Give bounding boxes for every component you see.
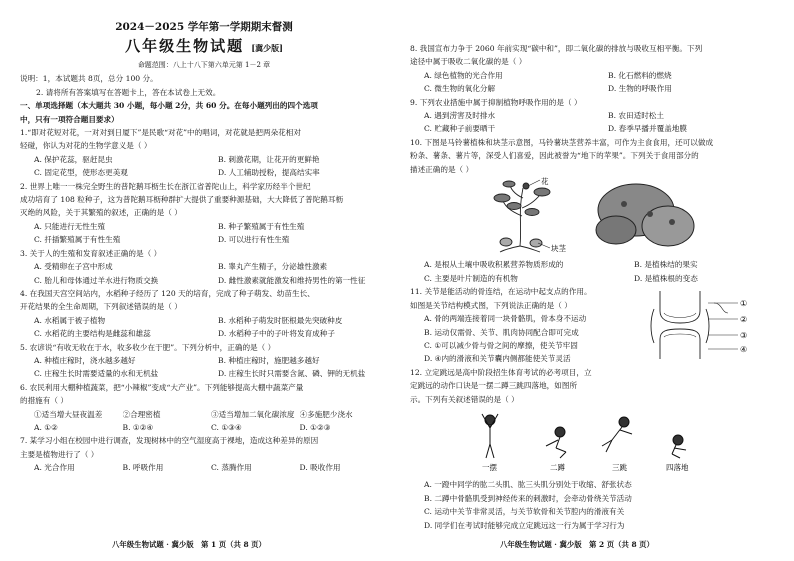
question-1-stem-cont: 轻碰，你认为对花的生物学意义是（ ） [20,141,152,151]
q3-option-b: B. 睾丸产生精子，分泌雄性激素 [218,262,328,272]
stage-label-swing: 一摆 [482,462,497,472]
question-11-stem-cont: 如图是关节结构模式图，下列说法正确的是（ ） [410,300,572,310]
exam-scope: 命题范围：八上十八下第六单元第 1－2 章 [137,61,271,69]
question-9 [410,96,778,136]
q7-option-a: A. 光合作用 [34,463,75,473]
q6-option-d: D. ①②③ [299,422,331,432]
q12-option-c: C. 运动中关节非常灵活，与关节软骨和关节腔内的滑液有关 [424,507,625,517]
question-3 [20,247,388,287]
exam-subject-title [20,35,388,59]
question-4 [20,287,388,341]
jump-stage-drawings [482,414,686,458]
long-jump-figure [410,406,778,474]
potato-plant-drawing [494,181,550,252]
question-2-stem: 2. 世界上唯一一株完全野生的普陀鹅耳枥生长在浙江省普陀山上，科学家历经半个世纪 [20,181,311,191]
question-6-stem-cont: 的措施有（ ） [20,396,68,406]
q10-option-a: A. 是根从土壤中吸收积累营养物质形成的 [424,260,564,270]
q4-option-a: A. 水稻属于被子植物 [34,315,106,325]
potato-tubers-drawing [596,184,694,246]
q6-choice-1: ①适当增大昼夜温差 [34,409,103,419]
q12-option-b: B. 二蹲中骨骼肌受到神经传来的刺激时，会牵动骨绕关节活动 [424,493,632,503]
question-5-stem: 5. 农谚说“有收无收在于水，收多收少在于肥”。下列分析中，正确的是（ ） [20,342,276,352]
question-6 [20,381,388,435]
q5-option-a: A. 种植庄稼时，浇水越多越好 [34,355,136,365]
question-1 [20,126,388,180]
q2-option-b: B. 种子繁殖属于有性生殖 [218,221,305,231]
joint-label-4: ④ [740,345,748,355]
q1-option-d: D. 人工辅助授粉，提高结实率 [218,168,320,178]
q3-option-a: A. 受精卵在子宫中形成 [34,262,113,272]
q3-option-c: C. 胎儿和母体通过羊水进行物质交换 [34,275,159,285]
q5-option-c: C. 庄稼生长时需要适量的水和无机盐 [34,369,159,379]
q5-option-b: B. 种植庄稼时，施肥越多越好 [218,355,320,365]
question-12-stem-cont: 定跳远的动作口诀是一摆二蹲三跳四落地，如图所 [410,381,578,391]
question-10-stem: 10. 下图是马铃薯植株和块茎示意图，马铃薯块茎营养丰富，可作为主食食用，还可以做成 [410,137,714,147]
q11-option-d: D. ④内的滑液和关节囊内侧都能使关节灵活 [424,354,571,364]
stage-label-jump: 三跳 [612,462,627,472]
subject-title-text: 八年级生物试题 [125,37,245,55]
q9-option-d: D. 春季早播并覆盖地膜 [608,124,687,134]
stage-label-land: 四落地 [666,462,689,472]
q6-choice-2: ②合理密植 [122,409,161,419]
q4-option-d: D. 水稻种子中的子叶将发育成种子 [218,329,335,339]
flower-label: 花 [541,177,549,187]
q11-option-c: C. ①可以减少骨与骨之间的摩擦，使关节牢固 [424,340,578,350]
q6-choice-4: ④多施肥少浇水 [299,409,353,419]
q8-option-b: B. 化石燃料的燃烧 [608,70,672,80]
q6-choice-3: ③适当增加二氧化碳浓度 [211,409,295,419]
q11-option-a: A. 骨的两端连接着同一块骨骼肌，骨本身不运动 [424,314,587,324]
question-2-stem-cont: 成功培育了 108 粒种子，这为普陀鹅耳枥种群扩大提供了重要种源基础，大大降低了普陀鹅耳枥 [20,195,344,205]
q2-option-a: A. 只能进行无性生殖 [34,221,106,231]
question-8-stem: 8. 我国宣布力争于 2060 年前实现“碳中和”，即二氧化碳的排放与吸收互相平衡。下列 [410,44,703,53]
q7-option-b: B. 呼吸作用 [122,463,164,473]
question-12 [410,366,778,532]
edition-tag: [冀少版] [251,43,283,53]
q7-option-c: C. 蒸腾作用 [211,463,252,473]
q10-option-b: B. 是植株结的果实 [634,260,698,270]
question-5 [20,341,388,381]
question-8-stem-cont: 途径中属于吸收二氧化碳的是（ ） [410,57,527,67]
question-8 [410,42,778,96]
question-10-stem-cont: 粉条、薯条、薯片等，深受人们喜爱，因此被誉为“地下的苹果”。下列关于食用部分的 [410,151,699,161]
q11-option-b: B. 运动仅需骨、关节、肌肉协同配合即可完成 [424,327,579,337]
joint-label-1: ① [740,299,748,309]
question-9-stem: 9. 下列农业措施中属于抑制植物呼吸作用的是（ ） [410,97,582,107]
question-3-stem: 3. 关于人的生殖和发育叙述正确的是（ ） [20,248,162,258]
q1-option-c: C. 固定花型，使形态更美观 [34,168,128,178]
q1-option-b: B. 刺激花期，让花开的更鲜艳 [218,154,320,164]
q8-option-d: D. 生物的呼吸作用 [608,84,672,94]
joint-label-3: ③ [740,331,748,341]
q10-option-c: C. 主要是叶片制造的有机物 [424,273,518,283]
q1-option-a: A. 保护花蕊，驱赶昆虫 [34,154,113,164]
q9-option-c: C. 贮藏种子前要晒干 [424,124,496,134]
q8-option-c: C. 微生物的氧化分解 [424,84,496,94]
q12-option-d: D. 同学们在考试时能够完成立定跳远这一行为属于学习行为 [424,520,625,530]
question-4-stem: 4. 在我国天宫空间站内，水稻种子经历了 120 天的培育，完成了种子萌发、幼苗生长、 [20,288,315,298]
q2-option-c: C. 扦插繁殖属于有性生殖 [34,235,121,245]
q4-option-c: C. 水稻花的主要结构是雌蕊和雄蕊 [34,329,151,339]
section-title: 一、单项选择题（本大题共 30 小题，每小题 2分，共 60 分。在每小题列出的四个选项 [20,101,318,111]
page-2 [410,42,778,532]
question-12-stem: 12. 立定跳远是高中阶段招生体育考试的必考项目，立 [410,367,592,377]
question-6-stem: 6. 农民利用大棚种植蔬菜，把“小辣椒”变成“大产业”。下列能够提高大棚中蔬菜产量 [20,382,304,392]
q9-option-a: A. 遇到涝害及时排水 [424,111,496,121]
question-2 [20,180,388,247]
joint-label-2: ② [740,315,748,325]
page-1 [20,14,388,475]
q3-option-d: D. 雌性激素就能激发和维持男性的第一性征 [218,275,366,285]
section-title-cont: 中，只有一项符合题目要求） [20,114,119,124]
question-7 [20,434,388,474]
question-7-stem-cont: 主要是植物进行了（ ） [20,449,99,459]
question-12-stem-cont: 示。下列有关叙述错误的是（ ） [410,394,519,404]
question-10 [410,136,778,285]
note-2: 2. 请将所有答案填写在答题卡上，答在本试卷上无效。 [36,87,221,97]
question-10-stem-cont: 描述正确的是（ ） [410,164,474,174]
exam-session-title: 2024－2025 学年第一学期期末督测 [115,21,293,33]
q7-option-d: D. 吸收作用 [299,463,341,473]
page-2-footer: 八年级生物试题 · 冀少版 第 2 页（共 8 页） [500,540,654,549]
q6-option-b: B. ①②④ [122,422,154,432]
joint-diagram [642,289,772,363]
q9-option-b: B. 农田适时松土 [608,111,664,121]
potato-figure [410,176,778,254]
q2-option-d: D. 可以进行有性生殖 [218,235,290,245]
q8-option-a: A. 绿色植物的光合作用 [424,70,503,80]
q6-option-c: C. ①③④ [211,422,242,432]
question-2-stem-cont: 灭绝的风险，关于其繁殖的叙述，正确的是（ ） [20,208,182,218]
tuber-label: 块茎 [551,244,566,254]
stage-label-squat: 二蹲 [550,462,565,472]
question-1-stem: 1.“即对花短对花，一对对到日厦下”是民歌“对花”中的唱词，对花就是把两朵花相对 [20,128,301,138]
note-1: 说明：1，本试题共 8页，总分 100 分。 [20,74,158,84]
q12-option-a: A. 一蹬中同学的肱二头肌、肱三头肌分别处于收缩、舒张状态 [424,480,632,490]
question-7-stem: 7. 某学习小组在校园中进行调查，发现树林中的空气湿度高于裸地，造成这种差异的原因 [20,436,319,446]
q5-option-d: D. 庄稼生长时只需要含氮、磷、钾的无机盐 [218,369,366,379]
page-1-footer: 八年级生物试题 · 冀少版 第 1 页（共 8 页） [112,540,266,549]
q10-option-d: D. 是植株根的变态 [634,273,698,283]
question-11-stem: 11. 关节是能活动的骨连结，在运动中起支点的作用。 [410,287,592,297]
question-11 [410,285,778,365]
q6-option-a: A. ①② [34,422,58,432]
q4-option-b: B. 水稻种子萌发时胚根最先突破种皮 [218,315,343,325]
question-4-stem-cont: 开花结果的全生命周期，下列叙述错误的是（ ） [20,302,182,312]
